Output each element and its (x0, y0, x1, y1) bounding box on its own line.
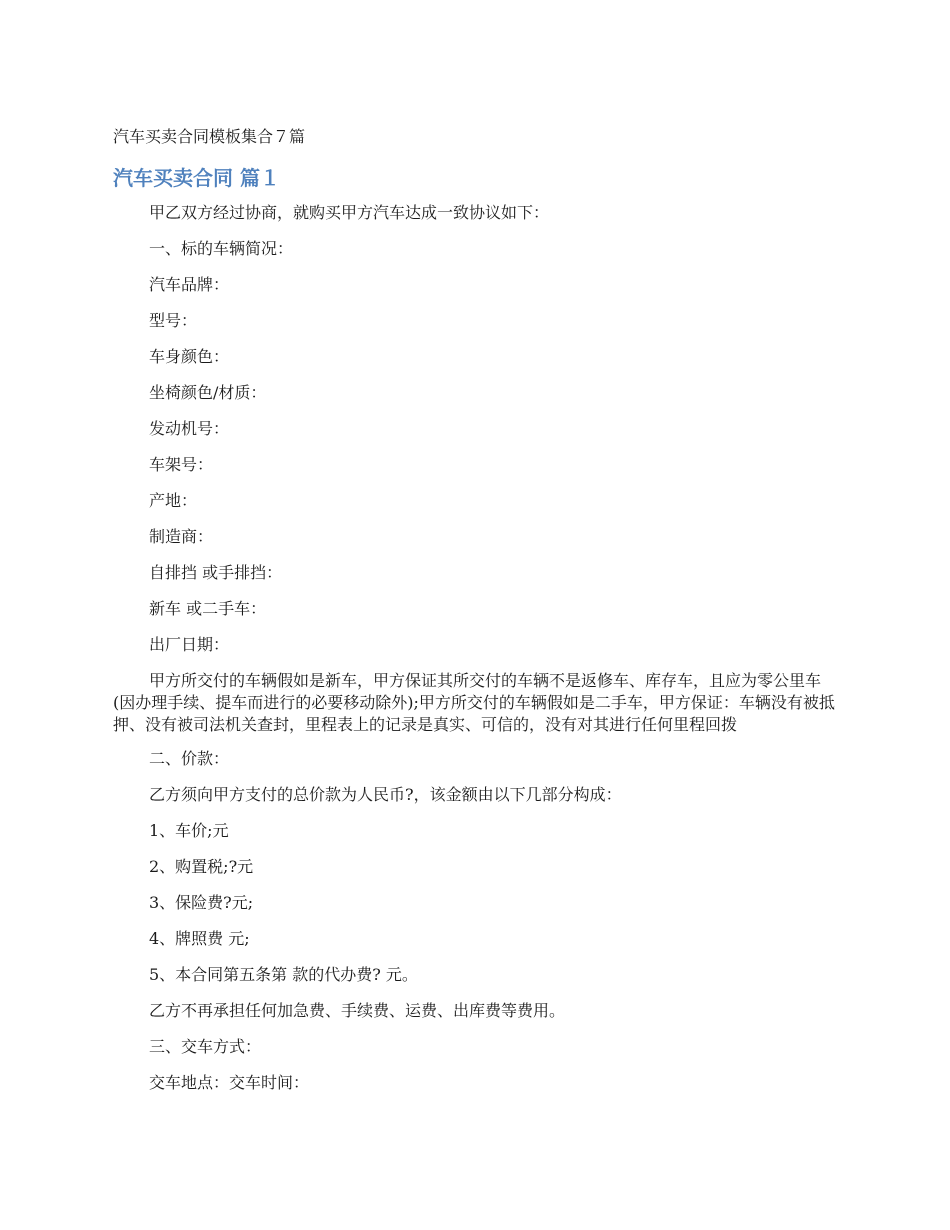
paragraph-price-heading: 二、价款： (149, 749, 230, 768)
field-engine-number: 发动机号： (149, 419, 230, 438)
field-brand: 汽车品牌： (149, 275, 230, 294)
price-item-insurance: 3、保险费?元; (149, 893, 254, 912)
paragraph-price-total: 乙方须向甲方支付的总价款为人民币?，该金额由以下几部分构成： (149, 785, 622, 804)
document-body (113, 202, 843, 1108)
price-item-car: 1、车价;元 (149, 821, 229, 840)
price-item-purchase-tax: 2、购置税;?元 (149, 857, 254, 876)
price-item-agency-fee: 5、本合同第五条第 款的代办费? 元。 (149, 965, 418, 984)
field-transmission: 自排挡 或手排挡： (149, 563, 283, 582)
field-body-color: 车身颜色： (149, 347, 230, 366)
field-chassis-number: 车架号： (149, 455, 214, 474)
paragraph-vehicle-guarantee: 甲方所交付的车辆假如是新车，甲方保证其所交付的车辆不是返修车、库存车，且应为零公里车(因办理手续、提车而进行的必要移动除外);甲方所交付的车辆假如是二手车，甲方保证：车辆没有被抵押、没有被司法机关查封，里程表上的记录是真实、可信的，没有对其进行任何里程回拨 (113, 671, 835, 734)
field-production-date: 出厂日期： (149, 635, 230, 654)
field-seat-color: 坐椅颜色/材质： (149, 383, 267, 402)
paragraph-delivery-heading: 三、交车方式： (149, 1037, 262, 1056)
field-model: 型号： (149, 311, 198, 330)
document-title: 汽车买卖合同模板集合７篇 (113, 127, 306, 146)
paragraph-vehicle-overview: 一、标的车辆简况： (149, 239, 294, 258)
price-item-license-fee: 4、牌照费 元; (149, 929, 250, 948)
field-manufacturer: 制造商： (149, 527, 214, 546)
section-heading: 汽车买卖合同 篇１ (113, 166, 280, 190)
paragraph-no-extra-fees: 乙方不再承担任何加急费、手续费、运费、出库费等费用。 (149, 1001, 566, 1020)
paragraph-delivery-place-time: 交车地点：交车时间： (149, 1073, 310, 1092)
paragraph-intro: 甲乙双方经过协商，就购买甲方汽车达成一致协议如下： (149, 203, 550, 222)
field-origin: 产地： (149, 491, 198, 510)
field-new-or-used: 新车 或二手车： (149, 599, 267, 618)
